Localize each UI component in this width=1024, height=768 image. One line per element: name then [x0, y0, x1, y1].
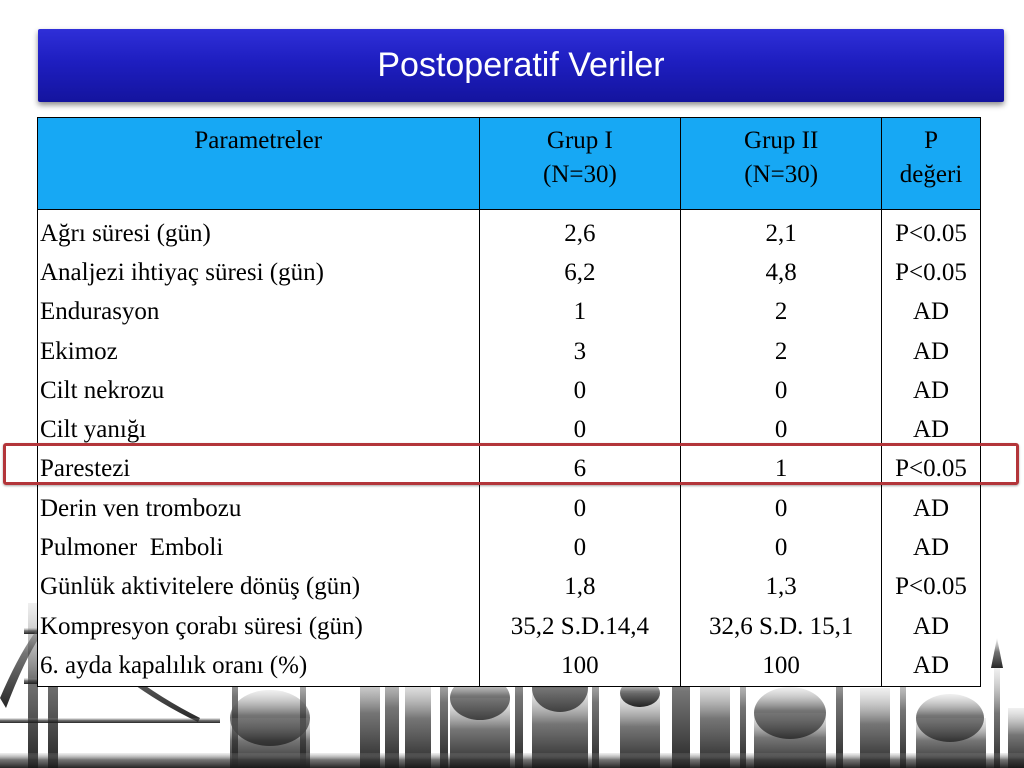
- row-parameter: Cilt nekrozu: [38, 371, 480, 410]
- row-parameter: Derin ven trombozu: [38, 489, 480, 528]
- table-row: [38, 253, 981, 292]
- row-group-1-value: 0: [479, 528, 681, 567]
- table-row: [38, 568, 981, 607]
- table-row: [38, 489, 981, 528]
- row-group-2-value: 0: [681, 410, 882, 449]
- row-group-2-value: 1,3: [681, 568, 882, 607]
- row-p-value: AD: [882, 410, 981, 449]
- row-p-value: AD: [882, 528, 981, 567]
- row-p-value: AD: [882, 371, 981, 410]
- header-p-value-line2: değeri: [899, 161, 963, 188]
- row-group-1-value: 3: [479, 332, 681, 371]
- row-group-1-value: 1,8: [479, 568, 681, 607]
- row-group-1-value: 6: [479, 450, 681, 489]
- table-row: [38, 371, 981, 410]
- table-row: [38, 646, 981, 686]
- row-group-1-value: 0: [479, 371, 681, 410]
- row-parameter: 6. ayda kapalılık oranı (%): [38, 646, 480, 686]
- row-parameter: Günlük aktivitelere dönüş (gün): [38, 568, 480, 607]
- row-p-value: AD: [882, 293, 981, 332]
- row-p-value: AD: [882, 489, 981, 528]
- row-group-2-value: 0: [681, 528, 882, 567]
- table-row: [38, 293, 981, 332]
- row-group-1-value: 1: [479, 293, 681, 332]
- row-group-2-value: 0: [681, 489, 882, 528]
- row-group-1-value: 6,2: [479, 253, 681, 292]
- header-group-2: [681, 118, 882, 210]
- row-p-value: P<0.05: [882, 210, 981, 254]
- header-parameters: [38, 118, 480, 210]
- row-group-1-value: 0: [479, 489, 681, 528]
- header-p-value-line1: P: [924, 127, 938, 154]
- table-row: [38, 332, 981, 371]
- slide-title: Postoperatif Veriler: [38, 29, 1004, 102]
- header-p-value: [882, 118, 981, 210]
- header-group-1: [479, 118, 681, 210]
- header-parameters-label: Parametreler: [194, 127, 323, 154]
- table-header-row: [38, 118, 981, 210]
- header-group-2-size: (N=30): [744, 161, 819, 188]
- row-group-2-value: 2: [681, 293, 882, 332]
- row-parameter: Parestezi: [38, 450, 480, 489]
- row-parameter: Ekimoz: [38, 332, 480, 371]
- row-parameter: Kompresyon çorabı süresi (gün): [38, 607, 480, 646]
- header-group-1-name: Grup I: [546, 127, 613, 154]
- highlight-box-parestezi: [3, 443, 1019, 485]
- row-parameter: Endurasyon: [38, 293, 480, 332]
- row-group-1-value: 2,6: [479, 210, 681, 254]
- header-group-1-size: (N=30): [543, 161, 617, 188]
- postoperative-data-table: [37, 117, 981, 687]
- row-group-1-value: 0: [479, 410, 681, 449]
- row-group-2-value: 32,6 S.D. 15,1: [681, 607, 882, 646]
- row-p-value: AD: [882, 332, 981, 371]
- row-group-2-value: 2: [681, 332, 882, 371]
- row-group-2-value: 4,8: [681, 253, 882, 292]
- row-parameter: Pulmoner Emboli: [38, 528, 480, 567]
- row-parameter: Ağrı süresi (gün): [38, 210, 480, 254]
- row-parameter: Analjezi ihtiyaç süresi (gün): [38, 253, 480, 292]
- row-group-2-value: 100: [681, 646, 882, 686]
- row-group-2-value: 0: [681, 371, 882, 410]
- row-p-value: P<0.05: [882, 568, 981, 607]
- row-p-value: P<0.05: [882, 450, 981, 489]
- row-p-value: P<0.05: [882, 253, 981, 292]
- header-group-2-name: Grup II: [744, 127, 819, 154]
- row-group-1-value: 100: [479, 646, 681, 686]
- row-group-1-value: 35,2 S.D.14,4: [479, 607, 681, 646]
- row-parameter: Cilt yanığı: [38, 410, 480, 449]
- table-row: [38, 528, 981, 567]
- row-group-2-value: 1: [681, 450, 882, 489]
- row-p-value: AD: [882, 646, 981, 686]
- row-group-2-value: 2,1: [681, 210, 882, 254]
- table-row: [38, 607, 981, 646]
- row-p-value: AD: [882, 607, 981, 646]
- table-row: [38, 210, 981, 254]
